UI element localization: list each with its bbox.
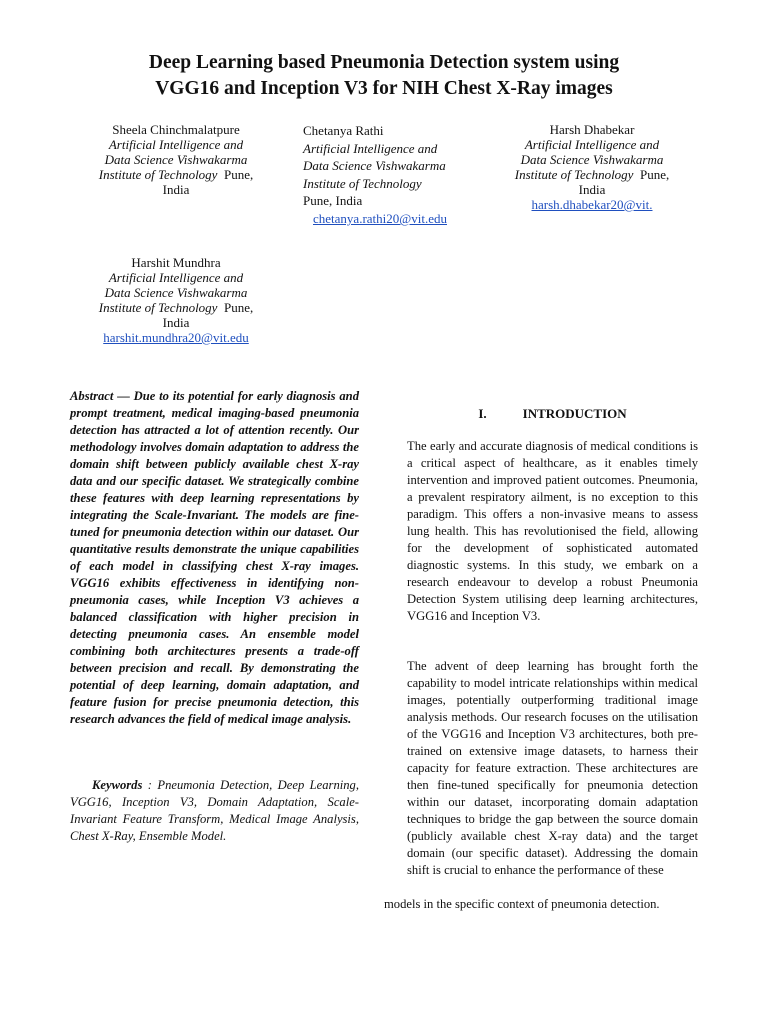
intro-paragraph-1: The early and accurate diagnosis of medical conditions is a critical aspect of healthcare, as it enables timely intervention and improved patient outcomes. Pneumonia, a prevalent respiratory ailment, is no exception to this paradigm. This offers a non-invasive means to assess lung health. This has revolutionised the field, allowing for the development of sophisticated automated diagnostic systems. In this study, we embark on a research endeavour to develop a robust Pneumonia Detection System utilising deep learning architectures, VGG16 and Inception V3. [407, 439, 698, 623]
author-affiliation-line [86, 300, 266, 315]
author-city: Pune, [223, 300, 254, 315]
author-affiliation: Institute of Technology [303, 175, 422, 191]
keywords-label: Keywords [92, 778, 143, 792]
title-line-2: VGG16 and Inception V3 for NIH Chest X-Ray images [155, 78, 613, 99]
abstract: Abstract — Due to its potential for early diagnosis and prompt treatment, medical imaging-based pneumonia detection has attracted a lot of attention recently. Our methodology involves domain adaptation to address the domain shift between publicly available chest X-ray data and our specific dataset. We strategically combine these features with deep learning representations by integrating the Scale-Invariant. The models are fine-tuned for pneumonia detection within our dataset. Our quantitative results demonstrate the unique capabilities of each model in classifying chest X-ray images. VGG16 exhibits effectiveness in identifying non-pneumonia cases, while Inception V3 achieves a balanced classification with higher precision in detecting pneumonia cases. An ensemble model combining both architectures presents a trade-off between precision and recall. By demonstrating the potential of deep learning, domain adaptation, and feature fusion for precise pneumonia detection, this research advances the field of medical image analysis. [70, 389, 359, 726]
author-name: Harshit Mundhra [131, 255, 221, 270]
author-block-1 [86, 122, 266, 197]
author-email-link[interactable]: harsh.dhabekar20@vit. [531, 197, 653, 212]
intro-paragraph-2: The advent of deep learning has brought forth the capability to model intricate relationships within medical images, potentially outperforming traditional image analysis methods. Our research focuses on the utilisation of the VGG16 and Inception V3 architectures, both pre-trained on extensive image datasets, to harness their capacity for feature extraction. These architectures are then fine-tuned specifically for pneumonia detection within our dataset, incorporating domain adaptation techniques to bridge the gap between the source domain (publicly available chest X-ray data) and the target domain (our specific dataset). Addressing the domain shift is crucial to enhance the performance of these [407, 659, 698, 877]
author-affiliation: Data Science Vishwakarma [303, 158, 446, 174]
author-affiliation-line [502, 167, 682, 182]
author-name: Chetanya Rathi [303, 123, 384, 138]
author-block-3 [502, 122, 682, 212]
author-email-link[interactable]: harshit.mundhra20@vit.edu [103, 330, 249, 345]
author-country: India [578, 182, 606, 197]
author-affiliation-line [86, 167, 266, 182]
author-email-link[interactable]: chetanya.rathi20@vit.edu [313, 210, 447, 226]
author-country: India [162, 182, 190, 197]
author-affiliation: Institute of Technology [98, 167, 218, 182]
author-block-2 [303, 122, 473, 228]
title-line-1: Deep Learning based Pneumonia Detection system using [148, 52, 620, 73]
author-location: Pune, India [303, 193, 363, 209]
author-affiliation: Artificial Intelligence and [108, 137, 244, 152]
author-affiliation: Artificial Intelligence and [108, 270, 244, 285]
author-name: Sheela Chinchmalatpure [112, 122, 240, 137]
author-affiliation: Artificial Intelligence and [524, 137, 660, 152]
paper-title [60, 50, 708, 102]
section-number: I. [478, 406, 487, 421]
keywords [70, 777, 359, 845]
keywords-text: : Pneumonia Detection, Deep Learning, VGG16, Inception V3, Domain Adaptation, Scale-Invariant Feature Transform, Medical Image Analysis, Chest X-Ray, Ensemble Model. [70, 778, 359, 843]
author-affiliation: Artificial Intelligence and [303, 140, 438, 156]
author-affiliation: Institute of Technology [514, 167, 634, 182]
section-title: INTRODUCTION [522, 406, 627, 421]
author-block-4 [86, 255, 266, 345]
intro-paragraph-3: models in the specific context of pneumonia detection. [384, 897, 660, 911]
author-name: Harsh Dhabekar [549, 122, 635, 137]
author-affiliation: Data Science Vishwakarma [520, 152, 664, 167]
author-affiliation: Institute of Technology [98, 300, 218, 315]
author-city: Pune, [223, 167, 254, 182]
section-heading-introduction [407, 405, 698, 422]
author-city: Pune, [639, 167, 670, 182]
author-affiliation: Data Science Vishwakarma [104, 152, 248, 167]
author-country: India [162, 315, 190, 330]
author-affiliation: Data Science Vishwakarma [104, 285, 248, 300]
